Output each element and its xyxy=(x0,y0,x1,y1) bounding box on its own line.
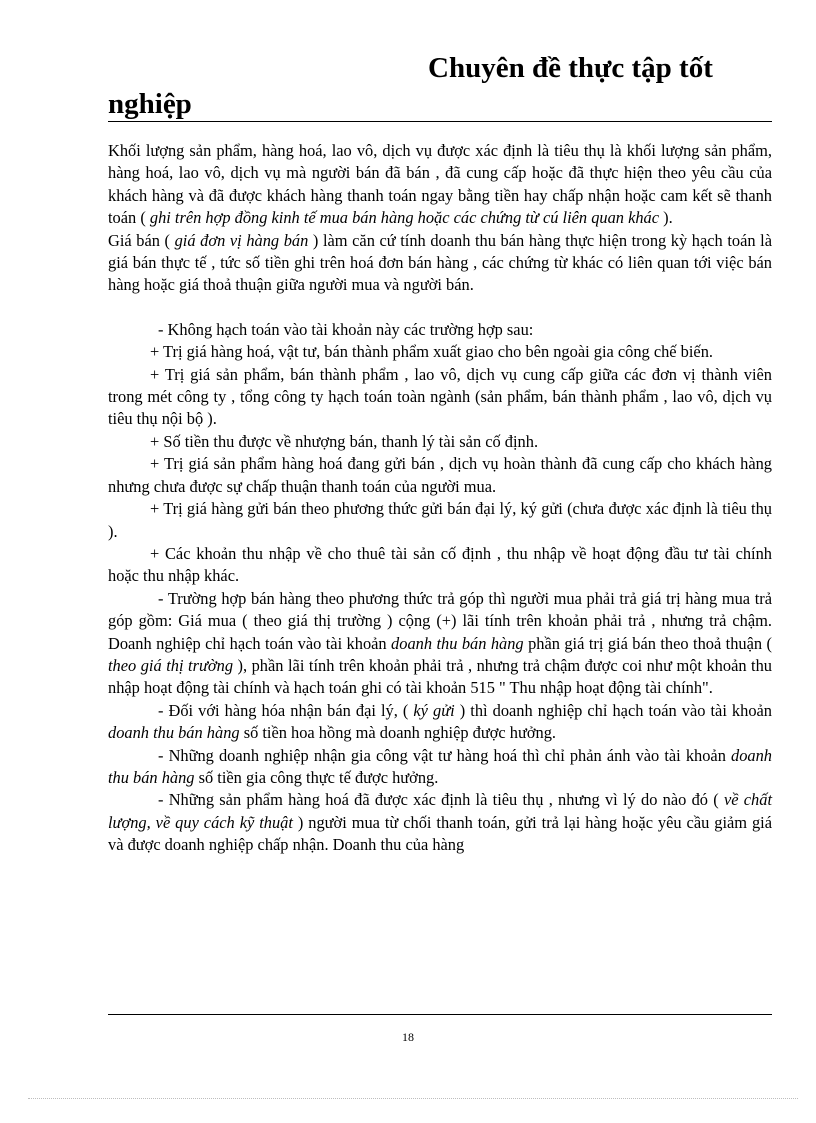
paragraph-13: - Những sản phẩm hàng hoá đã được xác định là tiêu thụ , nhưng vì lý do nào đó ( về chất lượng, về quy cách kỹ thuật ) người mua từ chối thanh toán, gửi trả lại hàng hoặc yêu cầu giảm giá và được doanh nghiệp chấp nhận. Doanh thu của hàng xyxy=(108,790,773,855)
paragraph-11: - Đối với hàng hóa nhận bán đại lý, ( ký gửi ) thì doanh nghiệp chỉ hạch toán vào tài khoản doanh thu bán hàng số tiền hoa hồng mà doanh nghiệp được hưởng. xyxy=(108,700,772,743)
paragraph-4: + Trị giá hàng hoá, vật tư, bán thành phẩm xuất giao cho bên ngoài gia công chế biến. xyxy=(150,342,713,362)
paragraph-6: + Số tiền thu được về nhượng bán, thanh lý tài sản cố định. xyxy=(150,431,539,451)
paragraph-7: + Trị giá sản phẩm hàng hoá đang gửi bán , dịch vụ hoàn thành đã cung cấp cho khách hàng nhưng chưa được sự chấp thuận thanh toán của người mua. xyxy=(108,454,772,496)
paragraph-2: Giá bán ( giá đơn vị hàng bán ) làm căn cứ tính doanh thu bán hàng thực hiện trong kỳ hạch toán là giá bán thực tế , tức số tiền ghi trên hoá đơn bán hàng , các chứng từ khác có liên quan tới việc bán hàng hoặc giá thoả thuận giữa người mua và người bán. xyxy=(108,230,772,295)
paragraph-12: - Những doanh nghiệp nhận gia công vật tư hàng hoá thì chỉ phản ánh vào tài khoản doanh thu bán hàng số tiền gia công thực tế được hưởng. xyxy=(108,745,772,787)
header-title-line2: nghiệp xyxy=(108,88,192,120)
paragraph-10: - Trường hợp bán hàng theo phương thức trả góp thì người mua phải trả giá trị hàng mua trả góp gồm: Giá mua ( theo giá thị trường ) cộng (+) lãi tính trên khoản phải trả , nhưng trả chậm. Doanh nghiệp chỉ hạch toán vào tài khoản doanh thu bán hàng phần giá trị giá bán theo thoả thuận ( theo giá thị trường ), phần lãi tính trên khoản phải trả , nhưng trả chậm được coi như một khoản thu nhập hoạt động tài chính và hạch toán ghi có tài khoản 515 " Thu nhập hoạt động tài chính". xyxy=(108,588,772,698)
paragraph-5: + Trị giá sản phẩm, bán thành phẩm , lao vô, dịch vụ cung cấp giữa các đơn vị thành viên trong mét công ty , tổng công ty hạch toán toàn ngành (sản phẩm, bán thành phẩm , lao vô, dịch vụ tiêu thụ nội bộ ). xyxy=(108,364,772,429)
document-body xyxy=(108,140,772,857)
paragraph-gap xyxy=(108,297,772,319)
paragraph-8: + Trị giá hàng gửi bán theo phương thức gửi bán đại lý, ký gửi (chưa được xác định là tiêu thụ ). xyxy=(108,499,772,541)
header-rule xyxy=(108,121,772,122)
paragraph-9: + Các khoản thu nhập về cho thuê tài sản cố định , thu nhập về hoạt động đầu tư tài chính hoặc thu nhập khác. xyxy=(108,543,772,586)
paragraph-1: Khối lượng sản phẩm, hàng hoá, lao vô, dịch vụ được xác định là tiêu thụ là khối lượng sản phẩm, hàng hoá, lao vô, dịch vụ mà người bán đã bán , đã cung cấp hoặc đã thực hiện theo yêu cầu của khách hàng và đã được khách hàng thanh toán ngay bằng tiền hay chấp nhận hoặc cam kết sẽ thanh toán ( ghi trên hợp đồng kinh tế mua bán hàng hoặc các chứng từ cú liên quan khác ). xyxy=(108,141,772,228)
footer-rule xyxy=(108,1014,772,1015)
page-edge-dotted-rule xyxy=(28,1098,798,1099)
page-number: 18 xyxy=(402,1030,414,1044)
header-title-line1: Chuyên đề thực tập tốt xyxy=(428,52,713,84)
paragraph-3: - Không hạch toán vào tài khoản này các trường hợp sau: xyxy=(158,319,534,339)
